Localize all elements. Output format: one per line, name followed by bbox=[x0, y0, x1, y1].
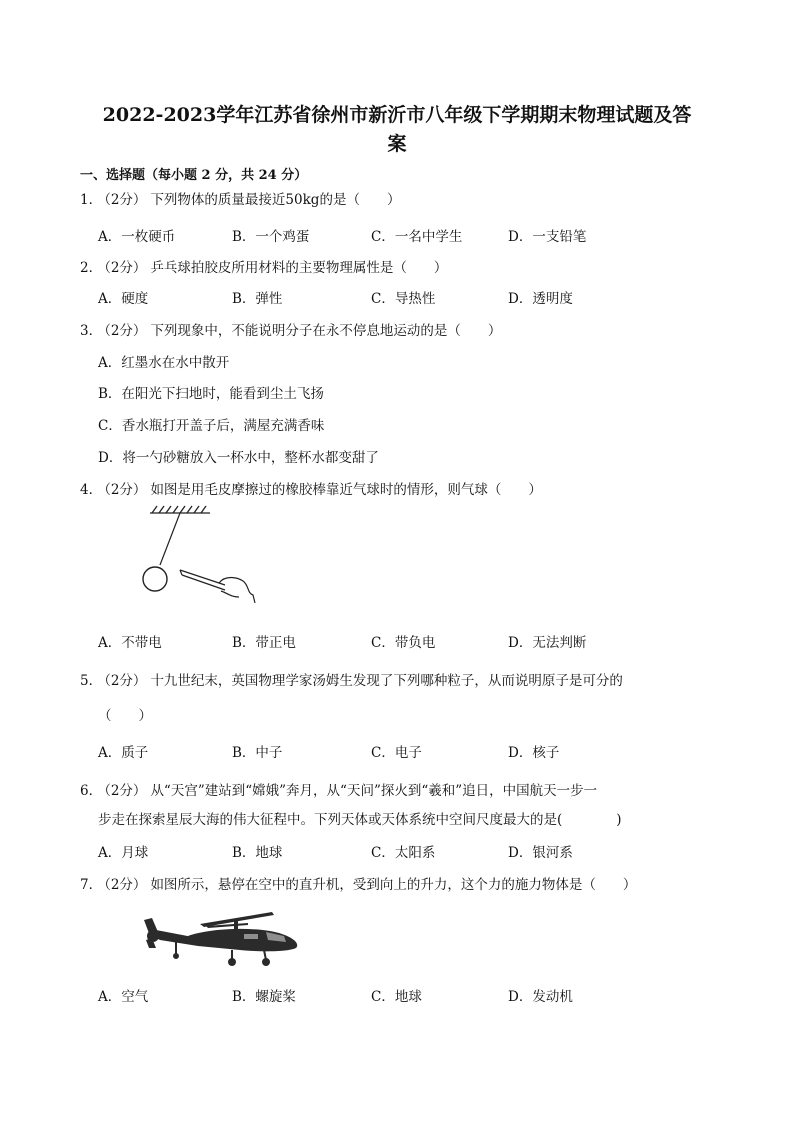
question-5 bbox=[80, 672, 623, 690]
question-points: （2分） bbox=[104, 783, 147, 799]
question-text: 从“天宫”建站到“嫦娥”奔月，从“天问”探火到“羲和”追日，中国航天一步一 bbox=[150, 783, 598, 799]
q5-option-a: A．质子 bbox=[98, 745, 149, 761]
section-heading: 一、选择题（每小题 2 分，共 24 分） bbox=[80, 168, 308, 183]
question-1 bbox=[80, 191, 400, 209]
q6-option-a: A．月球 bbox=[98, 845, 149, 861]
question-points: （2分） bbox=[104, 482, 147, 498]
q7-option-d: D．发动机 bbox=[508, 989, 573, 1005]
question-2 bbox=[80, 259, 447, 277]
question-points: （2分） bbox=[104, 673, 147, 689]
document-title-line2: 案 bbox=[387, 133, 407, 155]
q5-option-c: C．电子 bbox=[371, 745, 422, 761]
document-title-line1: 2022-2023学年江苏省徐州市新沂市八年级下学期期末物理试题及答 bbox=[102, 104, 692, 126]
question-text: 如图所示，悬停在空中的直升机，受到向上的升力，这个力的施力物体是（ ） bbox=[150, 877, 637, 893]
q2-option-c: C．导热性 bbox=[371, 291, 436, 307]
question-text: 如图是用毛皮摩擦过的橡胶棒靠近气球时的情形，则气球（ ） bbox=[150, 482, 542, 498]
q3-option-a: A．红墨水在水中散开 bbox=[98, 355, 230, 371]
question-number: 6． bbox=[80, 783, 103, 799]
q7-option-b: B．螺旋桨 bbox=[232, 989, 296, 1005]
question-text: 十九世纪末，英国物理学家汤姆生发现了下列哪种粒子，从而说明原子是可分的 bbox=[150, 673, 623, 689]
balloon bbox=[143, 567, 167, 591]
q4-option-d: D．无法判断 bbox=[508, 635, 587, 651]
q2-option-d: D．透明度 bbox=[508, 291, 573, 307]
ceiling-support bbox=[150, 506, 210, 513]
balloon-rod-figure bbox=[135, 503, 265, 603]
question-number: 4． bbox=[80, 482, 103, 498]
q6-option-d: D．银河系 bbox=[508, 845, 573, 861]
q2-option-a: A．硬度 bbox=[98, 291, 149, 307]
question-5-line2: （ ） bbox=[98, 708, 152, 724]
question-3 bbox=[80, 322, 501, 340]
q3-option-c: C．香水瓶打开盖子后，满屋充满香味 bbox=[98, 418, 325, 434]
rubber-rod bbox=[180, 570, 225, 590]
suspension-string bbox=[160, 513, 180, 565]
question-points: （2分） bbox=[104, 260, 147, 276]
helicopter-rotor bbox=[200, 912, 274, 929]
helicopter-figure bbox=[140, 910, 305, 970]
question-number: 1． bbox=[80, 192, 103, 208]
question-6 bbox=[80, 782, 597, 800]
question-number: 3． bbox=[80, 323, 103, 339]
q1-option-c: C．一名中学生 bbox=[371, 229, 463, 245]
q4-option-c: C．带负电 bbox=[371, 635, 436, 651]
question-4 bbox=[80, 481, 542, 499]
question-number: 5． bbox=[80, 673, 103, 689]
q2-option-b: B．弹性 bbox=[232, 291, 283, 307]
q3-option-d: D．将一勺砂糖放入一杯水中，整杯水都变甜了 bbox=[98, 450, 379, 466]
question-points: （2分） bbox=[104, 877, 147, 893]
question-7 bbox=[80, 876, 636, 894]
q5-option-b: B．中子 bbox=[232, 745, 283, 761]
q4-option-a: A．不带电 bbox=[98, 635, 162, 651]
question-points: （2分） bbox=[104, 192, 147, 208]
q3-option-b: B．在阳光下扫地时，能看到尘土飞扬 bbox=[98, 386, 324, 402]
q7-option-c: C．地球 bbox=[371, 989, 422, 1005]
q1-option-a: A．一枚硬币 bbox=[98, 229, 176, 245]
question-text: 下列物体的质量最接近50kg的是（ ） bbox=[150, 192, 401, 208]
q1-option-d: D．一支铅笔 bbox=[508, 229, 587, 245]
question-number: 7． bbox=[80, 877, 103, 893]
question-number: 2． bbox=[80, 260, 103, 276]
q7-option-a: A．空气 bbox=[98, 989, 149, 1005]
q6-option-c: C．太阳系 bbox=[371, 845, 436, 861]
question-points: （2分） bbox=[104, 323, 147, 339]
question-text: 下列现象中，不能说明分子在永不停息地运动的是（ ） bbox=[150, 323, 502, 339]
q6-option-b: B．地球 bbox=[232, 845, 283, 861]
question-6-line2: 步走在探索星辰大海的伟大征程中。下列天体或天体系统中空间尺度最大的是( ) bbox=[98, 812, 622, 828]
q1-option-b: B．一个鸡蛋 bbox=[232, 229, 310, 245]
question-text: 乒乓球拍胶皮所用材料的主要物理属性是（ ） bbox=[150, 260, 448, 276]
q5-option-d: D．核子 bbox=[508, 745, 560, 761]
q4-option-b: B．带正电 bbox=[232, 635, 296, 651]
